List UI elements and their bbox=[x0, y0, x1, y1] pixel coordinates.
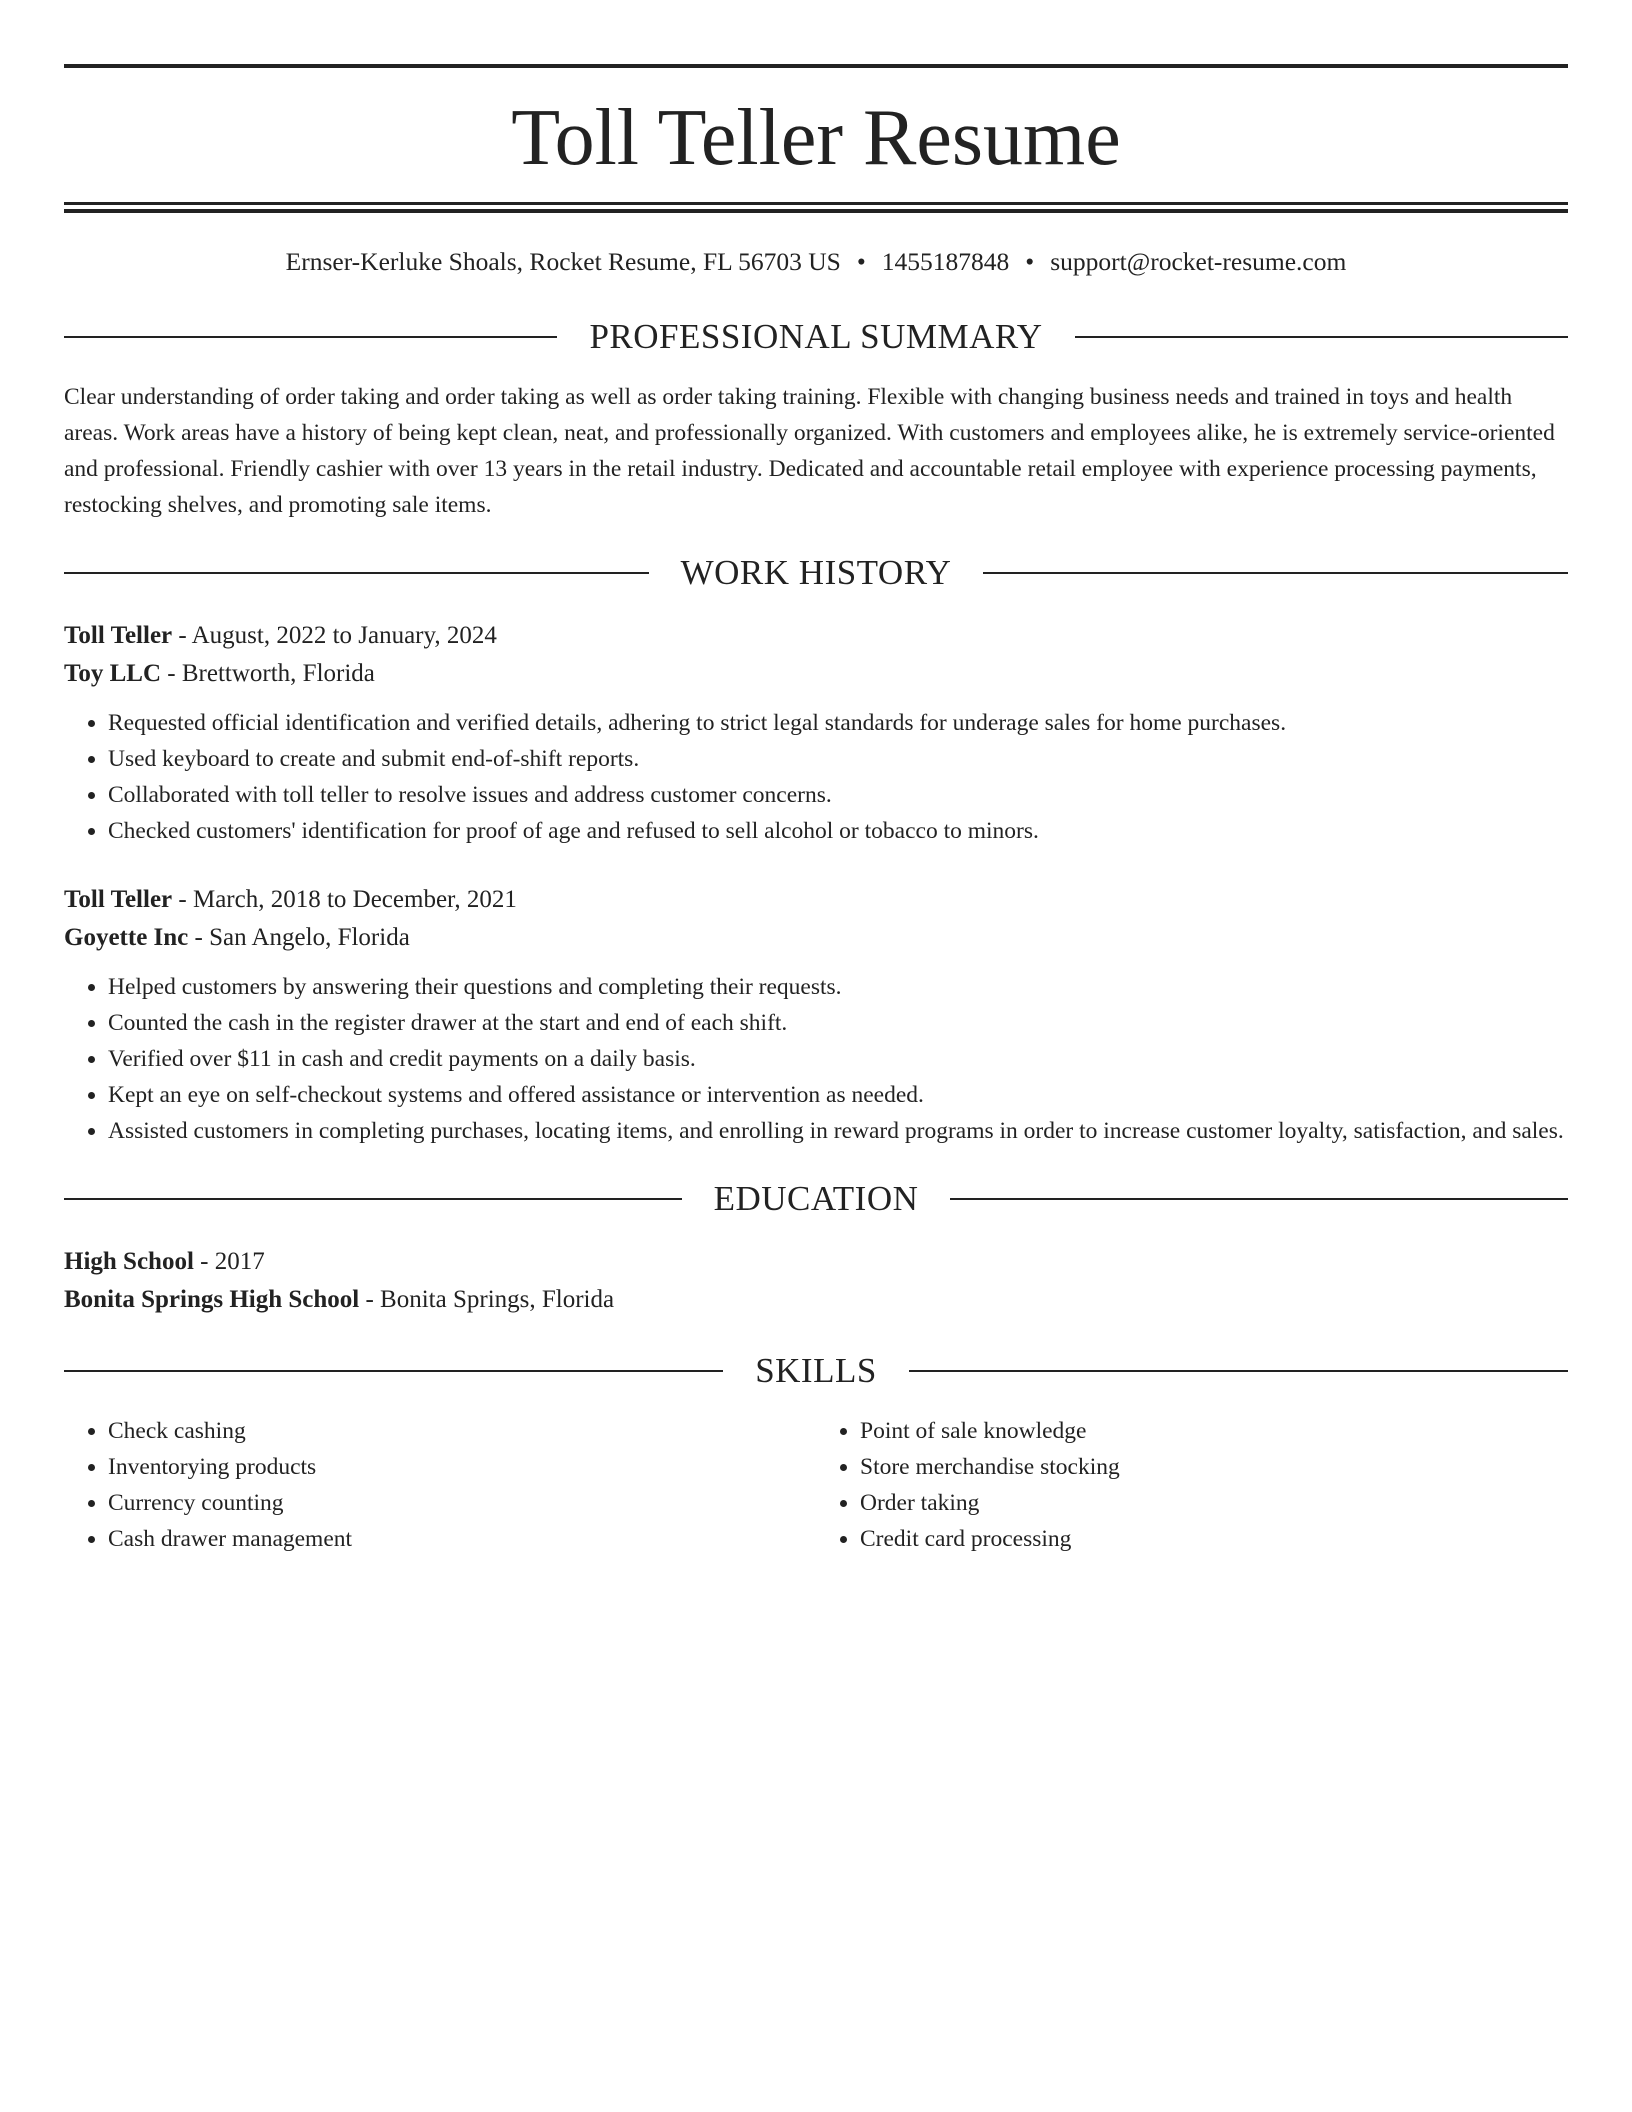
education-year: - 2017 bbox=[193, 1248, 265, 1275]
skill-item: • Store merchandise stocking bbox=[860, 1449, 1568, 1485]
job-entry bbox=[64, 881, 1568, 1149]
section-heading-skills bbox=[64, 1351, 1568, 1391]
job-bullets bbox=[64, 969, 1568, 1149]
job-location: - Brettworth, Florida bbox=[161, 660, 375, 687]
contact-phone: 1455187848 bbox=[881, 247, 1010, 276]
list-item: • Verified over $11 in cash and credit payments on a daily basis. bbox=[108, 1041, 1568, 1077]
list-item: • Helped customers by answering their questions and completing their requests. bbox=[108, 969, 1568, 1005]
resume-page bbox=[64, 0, 1568, 1557]
skills-columns bbox=[64, 1413, 1568, 1557]
skill-item: • Order taking bbox=[860, 1485, 1568, 1521]
heading-rule bbox=[1075, 336, 1568, 338]
section-heading-work-history bbox=[64, 553, 1568, 593]
job-entry bbox=[64, 617, 1568, 849]
job-company-line bbox=[64, 919, 1568, 957]
heading-rule bbox=[64, 1370, 723, 1372]
skill-item: • Credit card processing bbox=[860, 1521, 1568, 1557]
resume-title: Toll Teller Resume bbox=[511, 94, 1121, 182]
list-item: • Assisted customers in completing purchases, locating items, and enrolling in reward programs in order to increase customer loyalty, satisfaction, and sales. bbox=[108, 1113, 1568, 1149]
education-degree-line bbox=[64, 1243, 1568, 1281]
job-dates: - March, 2018 to December, 2021 bbox=[172, 886, 517, 913]
job-dates: - August, 2022 to January, 2024 bbox=[172, 622, 497, 649]
title-double-rule bbox=[64, 202, 1568, 213]
job-location: - San Angelo, Florida bbox=[188, 924, 410, 951]
education-location: - Bonita Springs, Florida bbox=[359, 1286, 615, 1313]
list-item: • Counted the cash in the register drawer at the start and end of each shift. bbox=[108, 1005, 1568, 1041]
job-company-line bbox=[64, 655, 1568, 693]
job-company: Goyette Inc bbox=[64, 924, 189, 951]
job-title-line bbox=[64, 617, 1568, 655]
list-item: • Requested official identification and verified details, adhering to strict legal standards for underage sales for home purchases. bbox=[108, 705, 1568, 741]
contact-line bbox=[64, 247, 1568, 277]
section-heading-summary bbox=[64, 317, 1568, 357]
skills-list-left bbox=[64, 1413, 816, 1557]
skills-list-right bbox=[816, 1413, 1568, 1557]
job-company: Toy LLC bbox=[64, 660, 162, 687]
contact-address: Ernser-Kerluke Shoals, Rocket Resume, FL 56703 US bbox=[285, 247, 841, 276]
education-degree: High School bbox=[64, 1248, 194, 1275]
contact-separator: • bbox=[1025, 247, 1035, 276]
list-item: • Used keyboard to create and submit end-of-shift reports. bbox=[108, 741, 1568, 777]
education-school: Bonita Springs High School bbox=[64, 1286, 360, 1313]
section-title: EDUCATION bbox=[713, 1179, 919, 1218]
contact-email: support@rocket-resume.com bbox=[1050, 247, 1347, 276]
heading-rule bbox=[64, 336, 557, 338]
education-school-line bbox=[64, 1281, 1568, 1319]
section-title: WORK HISTORY bbox=[680, 553, 952, 592]
skill-item: • Inventorying products bbox=[108, 1449, 816, 1485]
skill-item: • Currency counting bbox=[108, 1485, 816, 1521]
list-item: • Checked customers' identification for proof of age and refused to sell alcohol or tobacco to minors. bbox=[108, 813, 1568, 849]
list-item: • Collaborated with toll teller to resolve issues and address customer concerns. bbox=[108, 777, 1568, 813]
section-heading-education bbox=[64, 1179, 1568, 1219]
heading-rule bbox=[64, 572, 649, 574]
top-rule bbox=[64, 64, 1568, 68]
heading-rule bbox=[64, 1198, 682, 1200]
skill-item: • Check cashing bbox=[108, 1413, 816, 1449]
section-title: SKILLS bbox=[755, 1351, 877, 1390]
skill-item: • Cash drawer management bbox=[108, 1521, 816, 1557]
job-bullets bbox=[64, 705, 1568, 849]
skill-item: • Point of sale knowledge bbox=[860, 1413, 1568, 1449]
heading-rule bbox=[983, 572, 1568, 574]
contact-separator: • bbox=[856, 247, 866, 276]
heading-rule bbox=[950, 1198, 1568, 1200]
summary-text: Clear understanding of order taking and order taking as well as order taking training. Flexible with changing business needs and trained in toys and health areas. Work areas have a history of being kept clean, neat, and professionally organized. With customers and employees alike, he is extremely service-oriented and professional. Friendly cashier with over 13 years in the retail industry. Dedicated and accountable retail employee with experience processing payments, restocking shelves, and promoting sale items. bbox=[64, 384, 1555, 518]
job-title: Toll Teller bbox=[64, 886, 173, 913]
heading-rule bbox=[909, 1370, 1568, 1372]
job-title-line bbox=[64, 881, 1568, 919]
list-item: • Kept an eye on self-checkout systems and offered assistance or intervention as needed. bbox=[108, 1077, 1568, 1113]
education-entry bbox=[64, 1243, 1568, 1319]
job-title: Toll Teller bbox=[64, 622, 173, 649]
section-title: PROFESSIONAL SUMMARY bbox=[589, 317, 1043, 356]
